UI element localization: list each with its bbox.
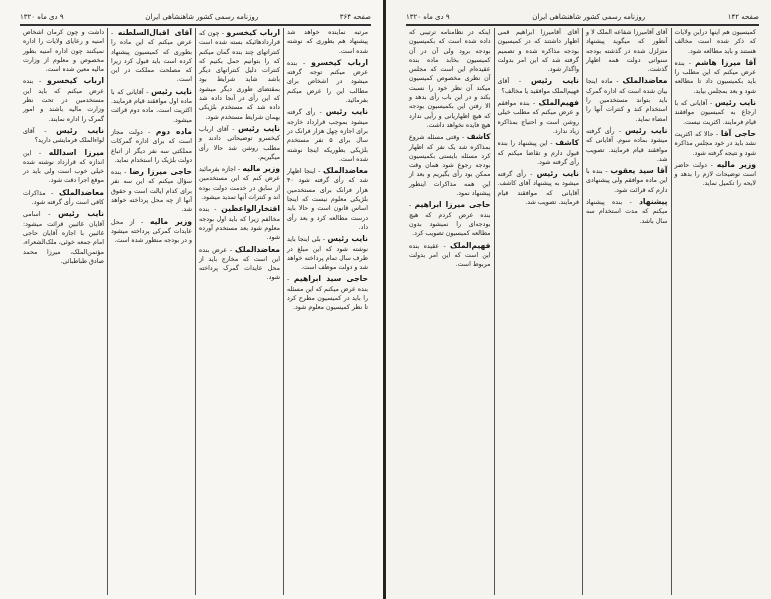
paragraph-text: - بلی اینجا باید نوشته شود که این مبلغ در ظرف سال تمام پرداخته خواهد شد و دولت موظف است. <box>287 236 368 272</box>
speaker-name: معاضدالملک <box>59 187 104 197</box>
paragraph-text: - رأی گرفته میشود بموجب قرارداد خارجه برای اجازه چهل هزار فرانک در سال برای ۵ نفر مستخدم بلژیکی بطوریکه اینجا نوشته شده است. <box>287 109 368 163</box>
speaker-name: آقای اقبال‌السلطنه <box>117 28 192 37</box>
text-column <box>406 28 494 595</box>
paragraph-text: داشت و چون کرمان اشخاص امنیه و رعایای ولایات را اداره نمیکنند چون اداره امنیه بطور مخصوص و معلوم از وزارت مالیه معین شده است. <box>23 29 104 74</box>
paragraph <box>111 87 192 125</box>
paragraph <box>287 28 368 56</box>
paragraph-text: آقای آقامیرزا ابراهیم قمی اظهار داشتند که در کمیسیون بودجه مذاکره شده و تصمیم گرفته شد که این امر بدولت واگذار شود. <box>497 29 579 74</box>
paragraph-text: - آقای ارباب کیخسرو توضیحاتی دادند و مطلب روشن شد حالا رأی میگیریم. <box>199 125 280 161</box>
speaker-name: نایب رئیس <box>536 169 579 179</box>
speaker-name: نایب رئیس <box>325 107 368 117</box>
paragraph-text: - آقای فهیم‌الملک موافقید یا مخالف؟ <box>497 78 579 95</box>
speaker-name: میرزا اسدالله <box>48 147 104 157</box>
paragraph <box>287 58 368 105</box>
text-column <box>195 28 283 595</box>
paragraph-text: - حالا که اکثریت نشد باید در خود مجلس مذاکره شود و نتیجه گرفته شود. <box>674 130 756 157</box>
paragraph <box>586 76 668 123</box>
paragraph-text: - وقتی مسئله شروع بمذاکره شد یک نفر که اظهار کرد مسئله بایستی بکمیسیون بودجه رجوع شود همان وقت ممکن بود رأی بگیریم و بعد از این همه مذاکرات اینطور پیشنهاد نمود. <box>409 134 491 198</box>
speaker-name: نایب رئیس <box>238 123 280 133</box>
paragraph-text: - بنده با این ماده موافقم ولی پیشنهادی دارم که قرائت شود. <box>586 168 668 194</box>
paragraph-text: - رأی گرفته میشود بماده سوم. آقایانی که موافقند قیام فرمایند. تصویب شد. <box>586 127 668 163</box>
paragraph <box>23 28 104 74</box>
text-columns <box>406 28 759 595</box>
paragraph-text: - دولت مجاز است که برای اداره گمرکات مملکتی سه نفر دیگر از اتباع دولت بلژیک را استخدام نماید. <box>111 128 192 164</box>
paragraph <box>23 76 104 123</box>
paragraph <box>586 197 668 226</box>
paragraph-text: - بنده عرض میکنم که این مطلب را باید بکمیسیون داد تا مطالعه شود و بعد بمجلس بیاید. <box>674 59 756 95</box>
paragraph <box>23 188 104 208</box>
speaker-name: حاجی آقا <box>720 128 756 138</box>
page-number: صفحه ۳۶۴ <box>339 13 371 21</box>
paragraph <box>675 129 757 158</box>
paragraph-text: - بنده مخالفم زیرا که باید اول بودجه معلوم شود بعد مستخدم آورده شود. <box>199 206 280 242</box>
paragraph-text: - چون که قراردادهائیکه بسته شده است کنتراتهای چند بنده گمان میکنم که را بتوانیم حمل بکنیم که کنترات دلیل کنتراتهای دیگر باشد شاید شرایط بود بمقتضای طوری دیگر میشود که این رأی در آنجا داده شد داده شد که مستخدم بلژیکی بهمان شرایط مستخدم شود. <box>199 30 280 121</box>
paragraph <box>409 200 491 238</box>
speaker-name: معاضدالملک <box>622 76 668 86</box>
paragraph <box>498 76 580 96</box>
speaker-name: معاضدالملک <box>235 244 280 254</box>
paragraph-text: - آقایانی که با ماده اول موافقند قیام فرمایند. اکثریت است. ماده دوم قرائت میشود. <box>111 88 192 124</box>
speaker-name: نایب رئیس <box>151 86 192 96</box>
speaker-name: معاضدالملک <box>323 166 368 176</box>
paragraph <box>675 28 757 56</box>
paragraph <box>287 274 368 312</box>
speaker-name: نایب رئیس <box>327 234 368 244</box>
paragraph-text: - آقای لواءالملک فرمایشی دارید؟ <box>23 127 104 145</box>
paragraph <box>199 204 280 242</box>
newspaper-page-left <box>0 0 383 599</box>
text-column <box>283 28 371 595</box>
paragraph-text: - بنده سؤال میکنم که این سه نفر برای کدام ایالت است و حقوق آنها از چه محل پرداخته خواهد شد. <box>111 169 192 214</box>
paragraph-text: - مذاکرات کافی است رأی گرفته شود. <box>23 189 104 207</box>
paragraph-text: - بنده عرض کردم که هیچ بودجه‌ای را نمیشود بدون مطالعه کمیسیون تصویب کرد. <box>409 202 491 238</box>
speaker-name: نایب رئیس <box>625 125 668 135</box>
speaker-name: پیشنهاد <box>638 197 668 207</box>
speaker-name: حاجی سید ابراهیم <box>293 274 368 284</box>
paragraph-text: - عقیده بنده این است که این امر بدولت مربوط است. <box>409 242 491 269</box>
text-column <box>582 28 671 595</box>
paragraph-text: - بنده عرض میکنم توجه گرفته میشود در اشخاص برای مطالب این را عرض میکنم بفرمائید. <box>287 59 368 105</box>
page-header <box>20 11 371 23</box>
page-number: صفحه ۱۴۲ <box>727 13 759 21</box>
paragraph <box>409 132 491 198</box>
speaker-name: ارباب کیخسرو <box>226 28 280 37</box>
paragraph <box>287 166 368 232</box>
paragraph-text: - از محل عایدات گمرکی پرداخته میشود و در بودجه منظور شده است. <box>111 218 192 245</box>
paragraph-text: - رأی گرفته میشود به پیشنهاد آقای کاشف. آقایانی که موافقند قیام فرمایند. تصویب شد. <box>497 171 579 207</box>
speaker-name: ارباب کیخسرو <box>47 76 104 86</box>
speaker-name: آقا میرزا هاشم <box>695 57 756 67</box>
paragraph-text: - بنده عرض میکنم که این مسئله را باید در کمیسیون مطرح کرد تا نظر کمیسیون معلوم شود. <box>287 276 368 312</box>
speaker-name: وزیر مالیه <box>716 159 757 169</box>
page-header <box>406 11 759 23</box>
paragraph <box>498 28 580 74</box>
paragraph <box>199 164 280 202</box>
speaker-name: آقا سید یعقوب <box>610 166 668 176</box>
paragraph <box>23 126 104 146</box>
paragraph-text: - ماده اینجا بیان شده است که اداره گمرک باید بتواند مستخدمین را استخدام کند و کنترات آنها را امضاء نماید. <box>586 78 668 123</box>
paragraph-text: - دولت حاضر است توضیحات لازم را بدهد و لایحه را تکمیل نماید. <box>674 161 756 188</box>
speaker-name: کاشف <box>466 132 491 142</box>
header-rule <box>20 24 371 26</box>
paragraph <box>111 167 192 214</box>
paragraph-text: - اجازه بفرمائید عرض کنم که این مستخدمین از سابق در خدمت دولت بوده اند و کنترات آنها تمدید میشود. <box>199 166 280 202</box>
paragraph-text: - آقایانی که با ارجاع به کمیسیون موافقند قیام فرمایند. اکثریت نیست. <box>674 100 756 126</box>
paragraph <box>498 98 580 136</box>
newspaper-title: روزنامه رسمی کشور شاهنشاهی ایران <box>145 13 259 21</box>
text-column <box>20 28 107 595</box>
text-column <box>671 28 760 595</box>
paragraph <box>199 124 280 162</box>
paragraph <box>675 98 757 127</box>
paragraph-text: - بنده پیشنهاد میکنم که مدت استخدام سه سال باشد. <box>586 199 668 225</box>
newspaper-page-right <box>386 0 771 599</box>
paragraph-text: آقای آقامیرزا شفاعه الملک لا و آنطور که میگوید پیشنهاد متزلزل شده در گذشته بودجه سنواتی دولت همه اظهار گذشت. <box>586 29 668 74</box>
paragraph-text: مرتبه نماینده خواهد شد پیشنهاد هم بطوری که نوشته شده است. <box>287 29 368 55</box>
paragraph-text: - عرض بنده این است که مخارج باید از محل عایدات گمرک پرداخته شود. <box>199 246 280 282</box>
paragraph <box>586 166 668 195</box>
paragraph-text: - این پیشنهاد را بنده قبول دارم و تقاضا میکنم که رأی گرفته شود. <box>497 140 579 166</box>
paragraph <box>498 169 580 207</box>
text-column <box>107 28 195 595</box>
paragraph-text: کمیسیون هم اینها دراین ولایات که ذکر شده است مخالف هستند و باید مطالعه شود. <box>674 29 756 55</box>
paragraph-text: - اینجا اظهار شد که رأی گرفته شود ۴۰ هزار فرانک برای مستخدمین بلژیکی معلوم نیست که اینجا اساس قانون است و حالا باید درست مطالعه کرد و بعد رأی داد. <box>287 168 368 231</box>
paragraph <box>287 234 368 272</box>
paragraph-text: - بنده عرض میکنم که باید این مستخدمین در تحت نظر وزارت مالیه باشند و امور گمرک را اداره نمایند. <box>23 78 104 123</box>
speaker-name: نایب رئیس <box>56 125 104 135</box>
speaker-name: فهیم‌الملک <box>450 240 491 250</box>
paragraph-text: - اسامی آقایان غائبین قرائت میشود: غائبین با اجازه آقایان حاجی امام جمعه خوئی، ملک‌الشعراء، مؤتمن‌الملک، میرزا محمد صادق طباطبائی. <box>23 211 104 265</box>
newspaper-title: روزنامه رسمی کشور شاهنشاهی ایران <box>532 13 646 21</box>
speaker-name: فهیم‌الملک <box>538 98 579 108</box>
paragraph <box>111 28 192 85</box>
paragraph <box>586 28 668 74</box>
speaker-name: ارباب کیخسرو <box>311 57 368 67</box>
paragraph-text: - این اندازه که قرارداد نوشته شده خیلی خوب است ولی باید در موقع اجرا دقت شود. <box>23 149 104 185</box>
speaker-name: ماده دوم <box>155 126 192 136</box>
header-rule <box>406 24 759 26</box>
paragraph <box>675 160 757 189</box>
speaker-name: کاشف <box>555 138 579 148</box>
issue-date: ۹ دی ماه ۱۳۲۰ <box>20 13 64 21</box>
paragraph <box>111 217 192 246</box>
paragraph-text: اینکه در نظامنامه ترتیبی که داده شده است که بکمیسیون بودجه برود ولی آن در آن کمیسیون بخابد ماده بنده عقیده‌ام این است که مجلس آن نظری مخصوص کمیسیون میکند آن نظر خود را نسبت بکند و در این باب رأی بدهد و الا رفتن این بکمیسیون بودجه که هیچ اظهاریانی و رأیی ندارد هیچ فایده نخواهد داشت. <box>409 29 491 129</box>
paragraph <box>287 107 368 164</box>
paragraph <box>199 245 280 283</box>
speaker-name: حاجی میرزا ابراهیم <box>414 200 491 210</box>
paragraph <box>498 138 580 167</box>
paragraph <box>675 58 757 96</box>
paragraph-text: - بنده موافقم و عرض میکنم که مطلب خیلی روشن است و احتیاج بمذاکره زیاد ندارد. <box>497 100 579 135</box>
paragraph <box>409 241 491 270</box>
paragraph-text: - عرض میکنم که این ماده را بطوری که کمیسیون پیشنهاد کرده است باید قبول کرد زیرا که مصلحت مملکت در این است. <box>111 30 192 84</box>
speaker-name: حاجی میرزا رضا <box>129 167 192 177</box>
speaker-name: نایب رئیس <box>58 209 105 219</box>
paragraph <box>111 127 192 165</box>
paragraph <box>23 209 104 266</box>
speaker-name: نایب رئیس <box>714 98 756 108</box>
speaker-name: وزیر مالیه <box>242 164 280 174</box>
issue-date: ۹ دی ماه ۱۳۲۰ <box>406 13 450 21</box>
paragraph <box>23 148 104 186</box>
speaker-name: نایب رئیس <box>530 76 579 86</box>
paragraph <box>409 28 491 130</box>
paragraph <box>586 126 668 164</box>
speaker-name: وزیر مالیه <box>150 216 192 226</box>
paragraph <box>199 28 280 122</box>
text-column <box>494 28 583 595</box>
text-columns <box>20 28 371 595</box>
speaker-name: افتخارالواعظین <box>221 204 280 214</box>
